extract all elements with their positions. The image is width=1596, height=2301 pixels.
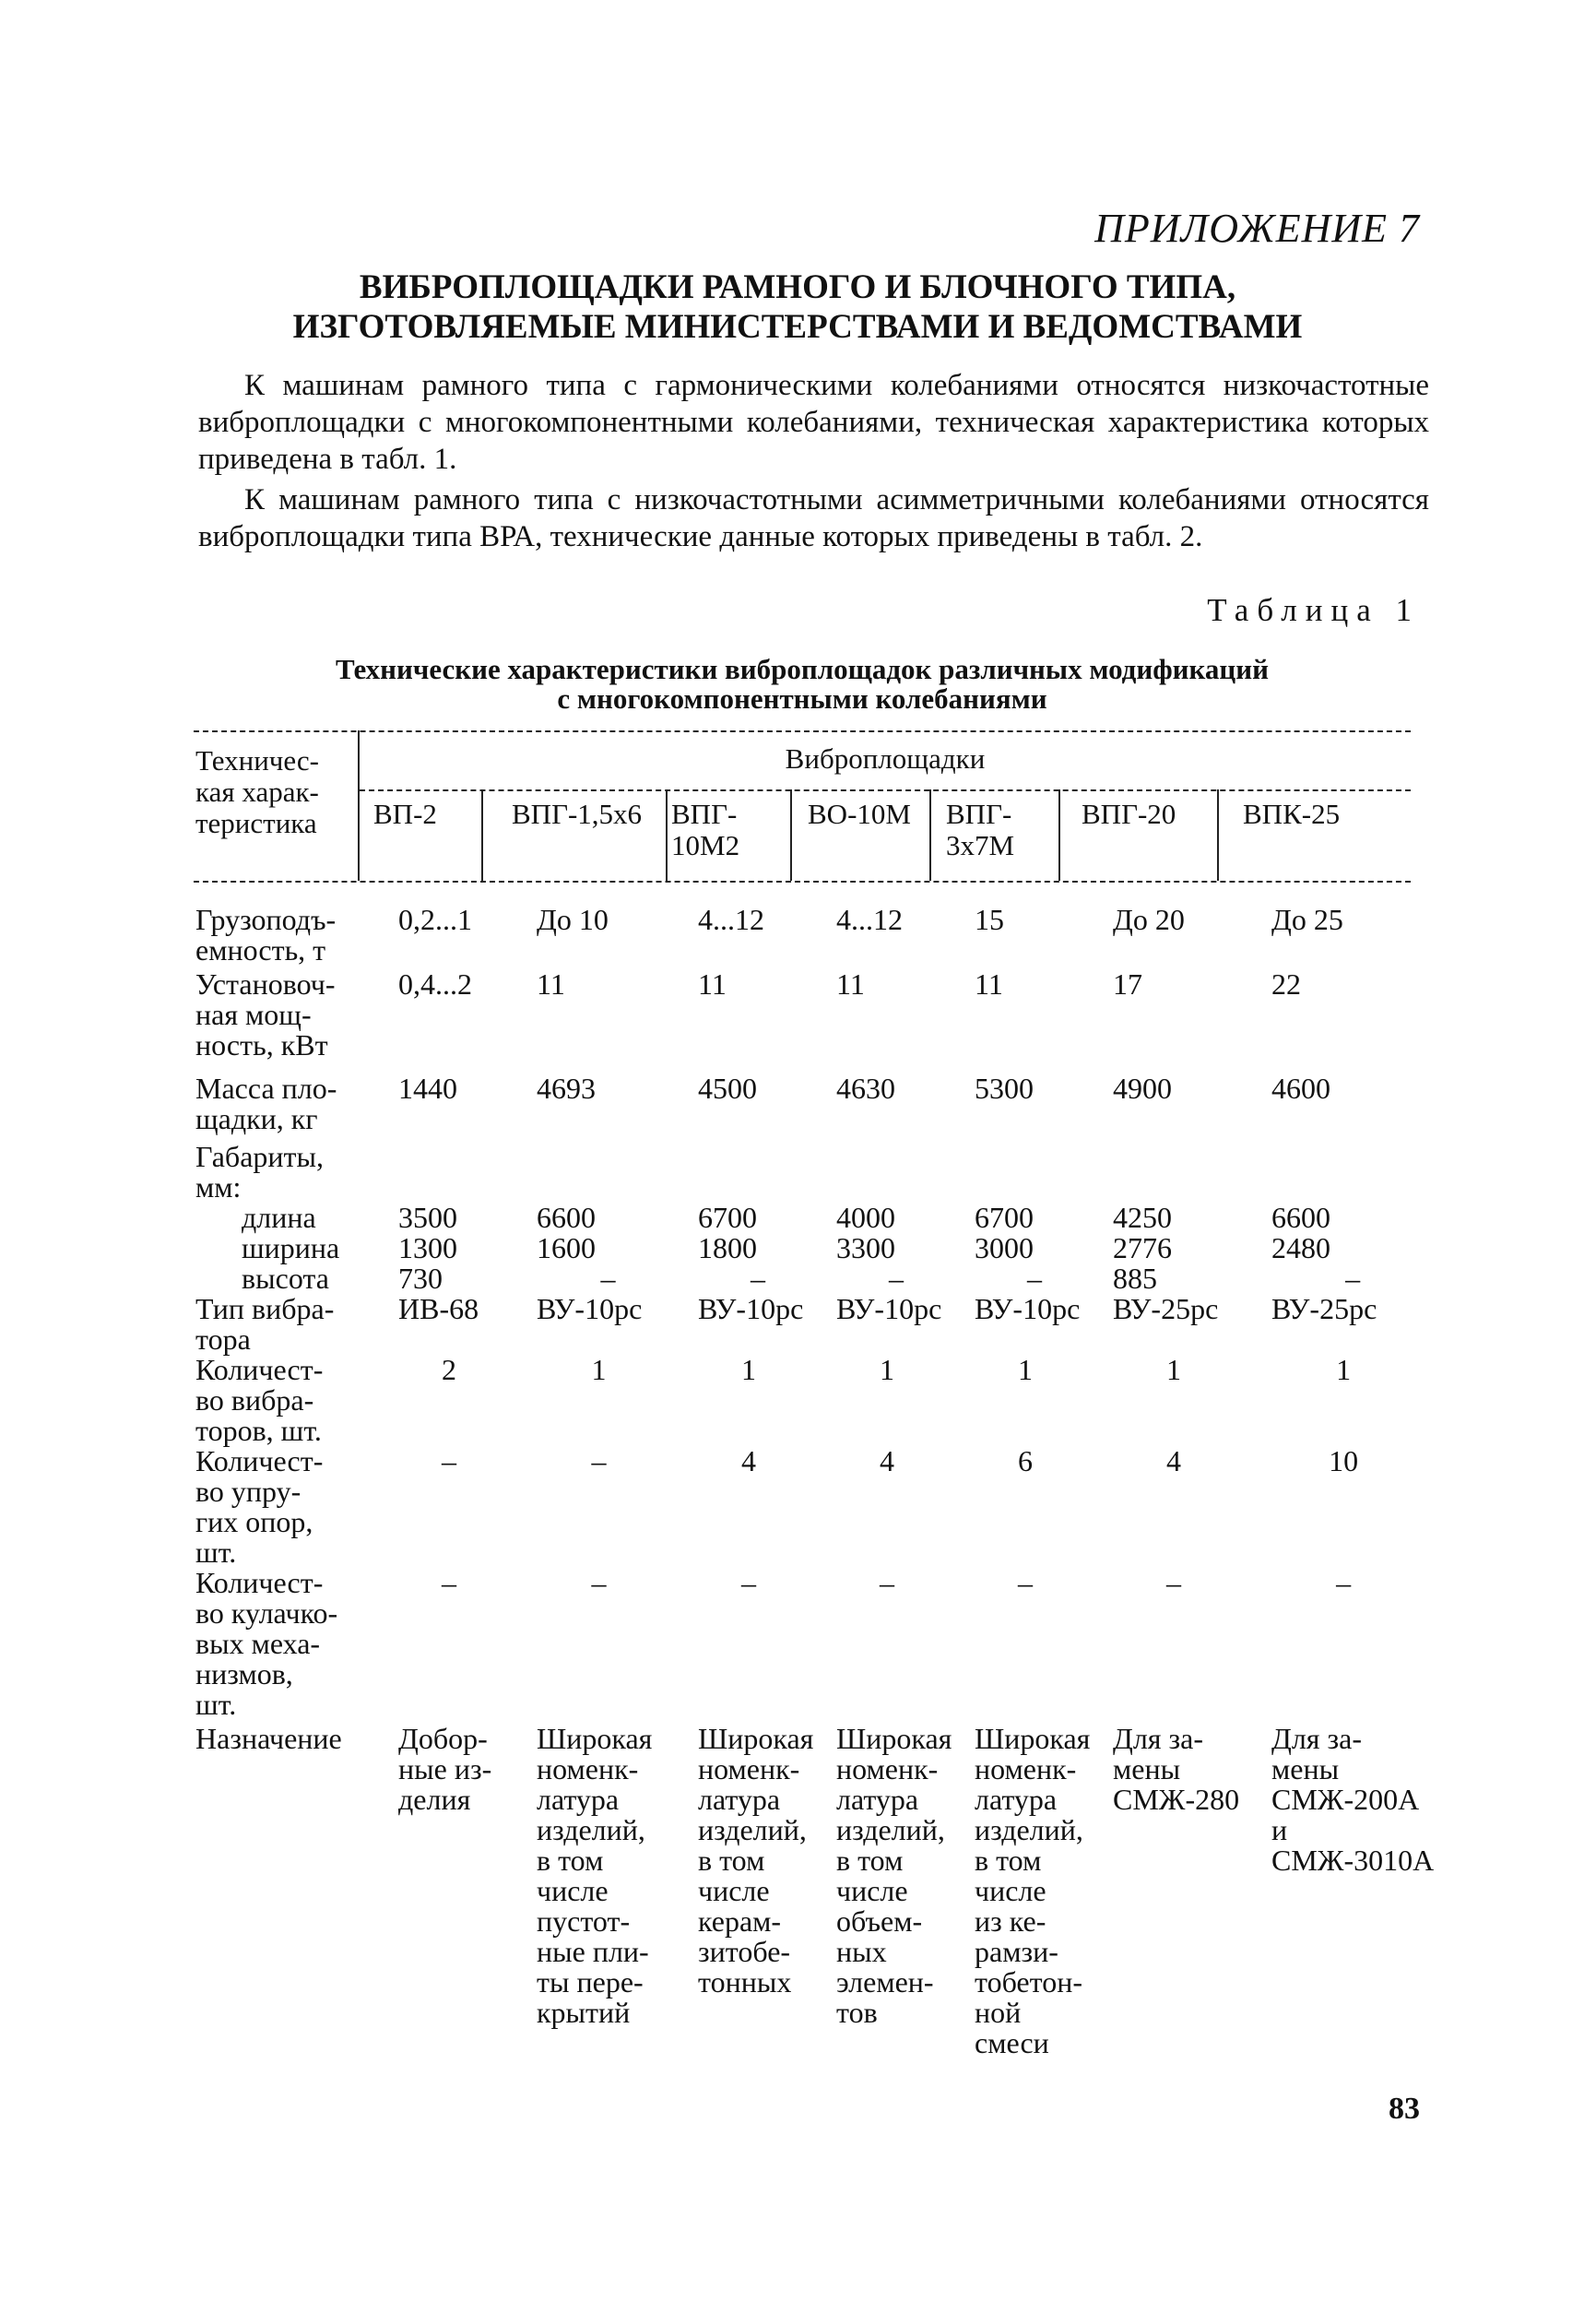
model-header <box>1243 799 1340 830</box>
table-cell: – <box>1336 1566 1352 1599</box>
row-label-line: ширина <box>242 1231 340 1264</box>
table-cell: 0,2...1 <box>398 903 472 936</box>
row-label-line: Количест- <box>195 1444 324 1477</box>
table-row <box>195 1134 1434 1203</box>
table-cell: – <box>600 1262 616 1295</box>
table-cell: – <box>751 1262 765 1295</box>
table-cell: Широкая номенк- латура изделий, в том числе из ке- рамзи- тобетон- ной смеси <box>975 1722 1091 2059</box>
table-cell: 6 <box>1018 1444 1033 1477</box>
table-cell: – <box>591 1566 607 1599</box>
row-label-line: Установоч- <box>195 967 336 1001</box>
table-cell: Для за- мены СМЖ-200А и СМЖ-3010А <box>1271 1722 1435 1877</box>
table-cell: Широкая номенк- латура изделий, в том числе объем- ных элемен- тов <box>836 1722 952 2029</box>
model-name: 3х7М <box>946 829 1015 861</box>
table-cell: 1300 <box>398 1231 457 1264</box>
row-label-line: емность, т <box>195 933 326 967</box>
table-cell: 2776 <box>1113 1231 1172 1264</box>
table-row <box>195 1294 1434 1355</box>
model-name: 10М2 <box>671 829 740 861</box>
row-label-line: Масса пло- <box>195 1072 337 1105</box>
table-cell: – <box>591 1444 607 1477</box>
table-caption-line1: Технические характеристики виброплощадок различных модификаций <box>335 653 1270 685</box>
table-cell: – <box>442 1566 456 1599</box>
row-label-line: шт. <box>195 1688 237 1721</box>
model-header <box>946 799 1014 861</box>
header-characteristic-line: Техничес- <box>195 744 319 777</box>
row-label <box>195 899 380 966</box>
table-cell: 4 <box>880 1444 894 1477</box>
table-cell: 0,4...2 <box>398 967 472 1001</box>
specs-table <box>195 899 1434 2058</box>
row-label-line: низмов, <box>195 1657 293 1690</box>
table-row <box>195 1446 1434 1568</box>
table-divider <box>1217 789 1219 881</box>
table-row <box>195 899 1434 966</box>
table-cell: 11 <box>537 967 565 1001</box>
table-cell: 3300 <box>836 1231 895 1264</box>
table-cell: 4693 <box>537 1072 596 1105</box>
table-label: Таблица 1 <box>1207 592 1420 628</box>
row-label-line: торов, шт. <box>195 1414 322 1447</box>
paragraph-2: К машинам рамного типа с низкочастотными асимметричными колебаниями относятся виброплощадки типа ВРА, технические данные которых приведены в табл. 2. <box>198 483 1429 553</box>
row-label <box>195 1568 380 1720</box>
table-row <box>195 1263 1434 1294</box>
row-label-line: ность, кВт <box>195 1028 328 1062</box>
row-label-line: во вибра- <box>195 1383 314 1417</box>
table-row <box>195 1720 1434 2058</box>
header-characteristic-line: кая харак- <box>195 776 319 808</box>
table-cell: 10 <box>1329 1444 1359 1477</box>
row-label <box>195 1233 380 1263</box>
header-group-vibroplatforms: Виброплощадки <box>785 742 986 775</box>
table-divider <box>1058 789 1060 881</box>
table-row <box>195 966 1434 1061</box>
table-cell: ВУ-10рс <box>836 1292 942 1325</box>
row-label-line: во упру- <box>195 1475 301 1508</box>
table-cell: 15 <box>975 903 1004 936</box>
row-label <box>195 1263 380 1294</box>
table-cell: – <box>880 1566 894 1599</box>
table-cell: 2 <box>442 1353 456 1386</box>
row-label-line: Габариты, <box>195 1140 324 1173</box>
table-cell <box>1094 1134 1253 1203</box>
table-cell: До 10 <box>537 903 609 936</box>
row-label-line: мм: <box>195 1170 242 1204</box>
table-cell: 1 <box>741 1353 756 1386</box>
table-cell: 4250 <box>1113 1201 1172 1234</box>
table-cell: 4 <box>741 1444 756 1477</box>
table-top-rule <box>194 730 1411 732</box>
table-cell <box>818 1134 956 1203</box>
table-cell: 1440 <box>398 1072 457 1105</box>
row-label <box>195 1061 380 1134</box>
table-cell: – <box>741 1566 756 1599</box>
table-cell: 5300 <box>975 1072 1034 1105</box>
table-cell: 4...12 <box>698 903 764 936</box>
table-cell: 4630 <box>836 1072 895 1105</box>
model-header <box>808 799 911 830</box>
table-cell: Широкая номенк- латура изделий, в том числе керам- зитобе- тонных <box>698 1722 814 1999</box>
row-label-line: Тип вибра- <box>195 1292 335 1325</box>
table-cell: ВУ-10рс <box>537 1292 643 1325</box>
table-cell: 6700 <box>698 1201 757 1234</box>
table-cell: 730 <box>398 1262 443 1295</box>
row-label <box>195 1203 380 1233</box>
table-cell: ВУ-25рс <box>1113 1292 1219 1325</box>
table-cell <box>380 1134 518 1203</box>
table-cell: 11 <box>836 967 865 1001</box>
table-caption-line2: с многокомпонентными колебаниями <box>557 682 1047 715</box>
appendix-label: ПРИЛОЖЕНИЕ 7 <box>1094 206 1420 251</box>
table-cell: До 20 <box>1113 903 1185 936</box>
table-cell <box>956 1134 1094 1203</box>
table-cell: 4600 <box>1271 1072 1330 1105</box>
table-cell: 11 <box>975 967 1003 1001</box>
table-divider <box>666 789 668 881</box>
table-cell: 4...12 <box>836 903 903 936</box>
row-label-line: тора <box>195 1322 251 1356</box>
table-cell: ИВ-68 <box>398 1292 479 1325</box>
table-divider <box>481 789 483 881</box>
table-cell: 3500 <box>398 1201 457 1234</box>
model-header <box>373 799 437 830</box>
model-name: ВО-10М <box>808 798 911 830</box>
row-label <box>195 1446 380 1568</box>
table-cell: Для за- мены СМЖ-280 <box>1113 1722 1240 1816</box>
table-cell: 4000 <box>836 1201 895 1234</box>
header-characteristic-line: теристика <box>195 807 317 839</box>
table-cell <box>680 1134 818 1203</box>
row-label-line: гих опор, <box>195 1505 313 1538</box>
table-cell: 4900 <box>1113 1072 1172 1105</box>
table-cell: 6600 <box>1271 1201 1330 1234</box>
row-label-line: Количест- <box>195 1566 324 1599</box>
table-subheader-rule <box>360 789 1411 791</box>
row-label-line: щадки, кг <box>195 1102 318 1135</box>
table-cell: – <box>889 1262 904 1295</box>
table-cell: 885 <box>1113 1262 1157 1295</box>
table-cell: 17 <box>1113 967 1142 1001</box>
table-cell: 4500 <box>698 1072 757 1105</box>
model-name: ВП-2 <box>373 798 437 830</box>
table-cell: 1 <box>1336 1353 1352 1386</box>
table-divider <box>790 789 792 881</box>
table-cell: Широкая номенк- латура изделий, в том числе пустот- ные пли- ты пере- крытий <box>537 1722 653 2029</box>
page-number: 83 <box>1389 2092 1420 2126</box>
table-cell: ВУ-10рс <box>975 1292 1081 1325</box>
table-cell: 1600 <box>537 1231 596 1264</box>
header-characteristic <box>195 745 357 839</box>
row-label-line: высота <box>242 1262 329 1295</box>
row-label-line: Грузоподъ- <box>195 903 337 936</box>
table-row <box>195 1061 1434 1134</box>
row-label-line: шт. <box>195 1536 237 1569</box>
table-cell: 2480 <box>1271 1231 1330 1264</box>
table-cell: 22 <box>1271 967 1301 1001</box>
table-cell: 1 <box>591 1353 607 1386</box>
document-title-line1: ВИБРОПЛОЩАДКИ РАМНОГО И БЛОЧНОГО ТИПА, <box>359 268 1236 306</box>
table-cell: 4 <box>1166 1444 1181 1477</box>
table-cell: ВУ-25рс <box>1271 1292 1377 1325</box>
table-divider <box>929 789 931 881</box>
table-cell: 1 <box>880 1353 894 1386</box>
table-cell: ВУ-10рс <box>698 1292 804 1325</box>
table-cell <box>1253 1134 1434 1203</box>
model-name: ВПГ-20 <box>1082 798 1176 830</box>
row-label-line: во кулачко- <box>195 1596 338 1630</box>
table-cell <box>518 1134 680 1203</box>
table-row <box>195 1355 1434 1446</box>
table-row <box>195 1203 1434 1233</box>
table-cell: 3000 <box>975 1231 1034 1264</box>
table-cell: До 25 <box>1271 903 1343 936</box>
table-row <box>195 1233 1434 1263</box>
row-label-line: Назначение <box>195 1722 342 1755</box>
row-label <box>195 1355 380 1446</box>
model-header <box>671 799 739 861</box>
table-cell: 1800 <box>698 1231 757 1264</box>
table-cell: Добор- ные из- делия <box>398 1722 492 1816</box>
table-cell: 6600 <box>537 1201 596 1234</box>
table-cell: 1 <box>1166 1353 1181 1386</box>
table-cell: – <box>1027 1262 1042 1295</box>
row-label-line: Количест- <box>195 1353 324 1386</box>
model-name: ВПГ-1,5х6 <box>512 798 643 830</box>
table-row <box>195 1568 1434 1720</box>
model-header <box>512 799 642 830</box>
table-header-bottom-rule <box>194 881 1411 883</box>
row-label <box>195 1294 380 1355</box>
table-cell: 6700 <box>975 1201 1034 1234</box>
row-label-line: ная мощ- <box>195 998 312 1031</box>
model-header <box>1082 799 1176 830</box>
row-label <box>195 1134 380 1203</box>
table-cell: – <box>1345 1262 1361 1295</box>
row-label <box>195 966 380 1061</box>
model-name: ВПГ- <box>671 798 738 830</box>
document-title-line2: ИЗГОТОВЛЯЕМЫЕ МИНИСТЕРСТВАМИ И ВЕДОМСТВАМИ <box>292 308 1303 346</box>
row-label-line: длина <box>242 1201 316 1234</box>
model-name: ВПК-25 <box>1243 798 1341 830</box>
table-cell: 1 <box>1018 1353 1033 1386</box>
paragraph-1: К машинам рамного типа с гармоническими колебаниями относятся низкочастотные виброплощадки с многокомпонентными колебаниями, техническая характеристика которых приведена в табл. 1. <box>198 369 1429 476</box>
table-cell: 11 <box>698 967 727 1001</box>
table-cell: – <box>1166 1566 1181 1599</box>
row-label <box>195 1720 380 2058</box>
table-cell: – <box>442 1444 456 1477</box>
row-label-line: вых меха- <box>195 1627 321 1660</box>
table-cell: – <box>1018 1566 1033 1599</box>
model-name: ВПГ- <box>946 798 1012 830</box>
